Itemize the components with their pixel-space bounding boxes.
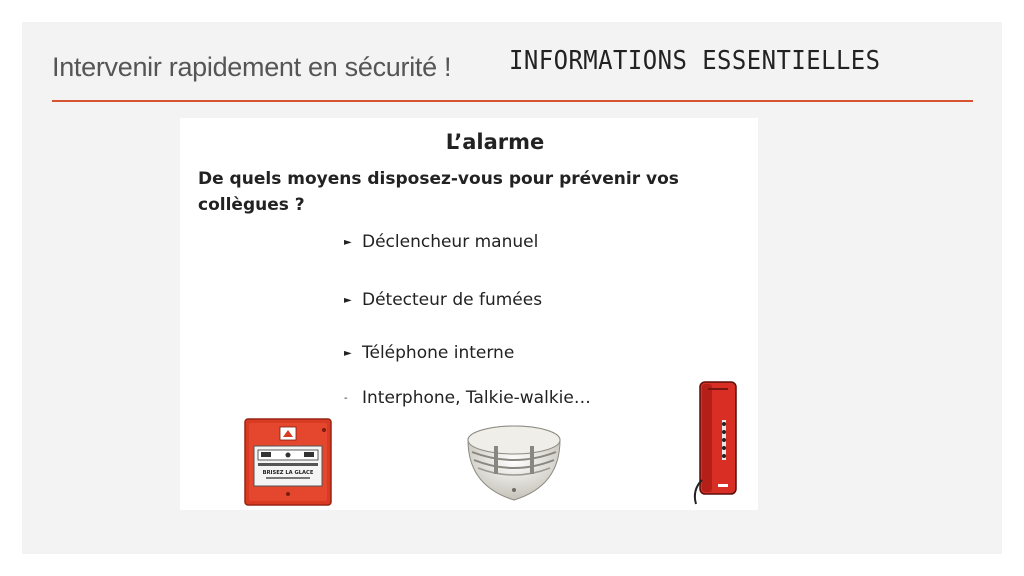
smoke-detector-icon bbox=[464, 416, 564, 504]
title-divider bbox=[52, 100, 973, 102]
slide-title: Intervenir rapidement en sécurité ! bbox=[52, 52, 452, 82]
call-point-text: BRISEZ LA GLACE bbox=[262, 470, 314, 476]
list-item-internal-phone bbox=[344, 343, 514, 363]
bullet-dash-icon: - bbox=[344, 392, 348, 404]
section-label: INFORMATIONS ESSENTIELLES bbox=[509, 46, 881, 76]
list-item-smoke-detector bbox=[344, 290, 542, 310]
list-item-label: Interphone, Talkie-walkie… bbox=[362, 388, 591, 408]
bullet-arrow-icon: ► bbox=[344, 347, 352, 359]
list-item-intercom bbox=[344, 388, 591, 408]
list-item-label: Détecteur de fumées bbox=[362, 290, 543, 310]
list-item-manual-trigger bbox=[344, 232, 538, 252]
list-item-label: Téléphone interne bbox=[362, 343, 515, 363]
manual-call-point-icon bbox=[244, 418, 332, 506]
internal-telephone-icon bbox=[688, 380, 744, 506]
bullet-arrow-icon: ► bbox=[344, 294, 352, 306]
list-item-label: Déclencheur manuel bbox=[362, 232, 539, 252]
alarm-content-panel bbox=[180, 118, 758, 510]
alarm-heading: L’alarme bbox=[445, 130, 545, 154]
alarm-question: De quels moyens disposez-vous pour prévenir vos collègues ? bbox=[198, 169, 679, 215]
bullet-arrow-icon: ► bbox=[344, 236, 352, 248]
slide bbox=[22, 22, 1002, 554]
